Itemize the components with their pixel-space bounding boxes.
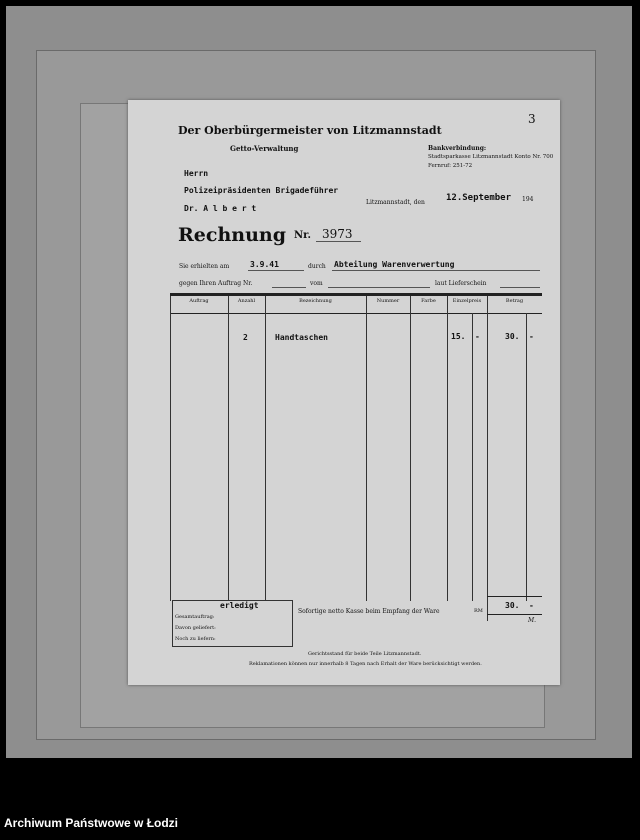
currency: RM [474, 608, 483, 614]
header-farbe: Farbe [421, 298, 436, 304]
cell-einzelpreis: 15. [451, 332, 466, 341]
note-complaints: Reklamationen können nur innerhalb 8 Tagen nach Erhalt der Ware berücksichtigt werden. [249, 661, 482, 667]
via-value: Abteilung Warenverwertung [334, 260, 455, 269]
total-pf: - [529, 601, 534, 610]
header-nummer: Nummer [376, 298, 400, 304]
header-betrag: Betrag [505, 298, 524, 304]
bank-account: Stadtsparkasse Litzmannstadt Konto Nr. 700 [428, 154, 554, 160]
archive-name: Archiwum Państwowe w Łodzi [4, 816, 179, 830]
cell-betrag: 30. [505, 332, 520, 341]
invoice-title: Rechnung [178, 224, 286, 246]
note-jurisdiction: Gerichtsstand für beide Teile Litzmannstadt. [308, 651, 422, 657]
header-anzahl: Anzahl [237, 298, 256, 304]
department: Getto-Verwaltung [230, 144, 299, 153]
invoice-nr-label: Nr. [294, 230, 311, 241]
cell-betrag-pf: - [529, 332, 534, 341]
header-bezeichnung: Bezeichnung [299, 298, 332, 304]
bank-label: Bankverbindung: [428, 145, 487, 152]
header-auftrag: Auftrag [189, 298, 209, 304]
gesamt-label: Gesamtauftrag: [175, 614, 215, 620]
header-einzelpreis: Einzelpreis [452, 298, 482, 304]
zu-liefern-label: Noch zu liefern: [175, 636, 216, 642]
received-label: Sie erhielten am [179, 263, 230, 270]
delivery-label: laut Lieferschein [435, 280, 487, 287]
geliefert-label: Davon geliefert: [175, 625, 216, 631]
recipient-line3: Dr. A l b e r t [184, 204, 257, 213]
order-from-label: vom [310, 280, 323, 287]
initials: M. [528, 617, 537, 624]
order-label: gegen Ihren Auftrag Nr. [179, 280, 253, 287]
received-date: 3.9.41 [250, 260, 279, 269]
recipient-line2: Polizeipräsidenten Brigadeführer [184, 186, 339, 195]
via-label: durch [308, 263, 326, 270]
date-value: 12.September [446, 193, 512, 203]
payment-text: Sofortige netto Kasse beim Empfang der Ware [298, 608, 440, 615]
phone: Fernruf: 251-72 [428, 163, 473, 169]
gesamt-value: erledigt [220, 601, 259, 610]
recipient-line1: Herrn [184, 169, 209, 178]
total: 30. [505, 601, 520, 610]
date-year: 194 [522, 196, 534, 203]
cell-einzelpreis-pf: - [475, 332, 480, 341]
date-place: Litzmannstadt, den [366, 199, 425, 206]
authority: Der Oberbürgermeister von Litzmannstadt [178, 124, 442, 137]
cell-anzahl: 2 [243, 333, 248, 342]
cell-bezeichnung: Handtaschen [275, 333, 328, 342]
invoice-number: 3973 [322, 227, 353, 241]
page-number: 3 [528, 112, 536, 126]
